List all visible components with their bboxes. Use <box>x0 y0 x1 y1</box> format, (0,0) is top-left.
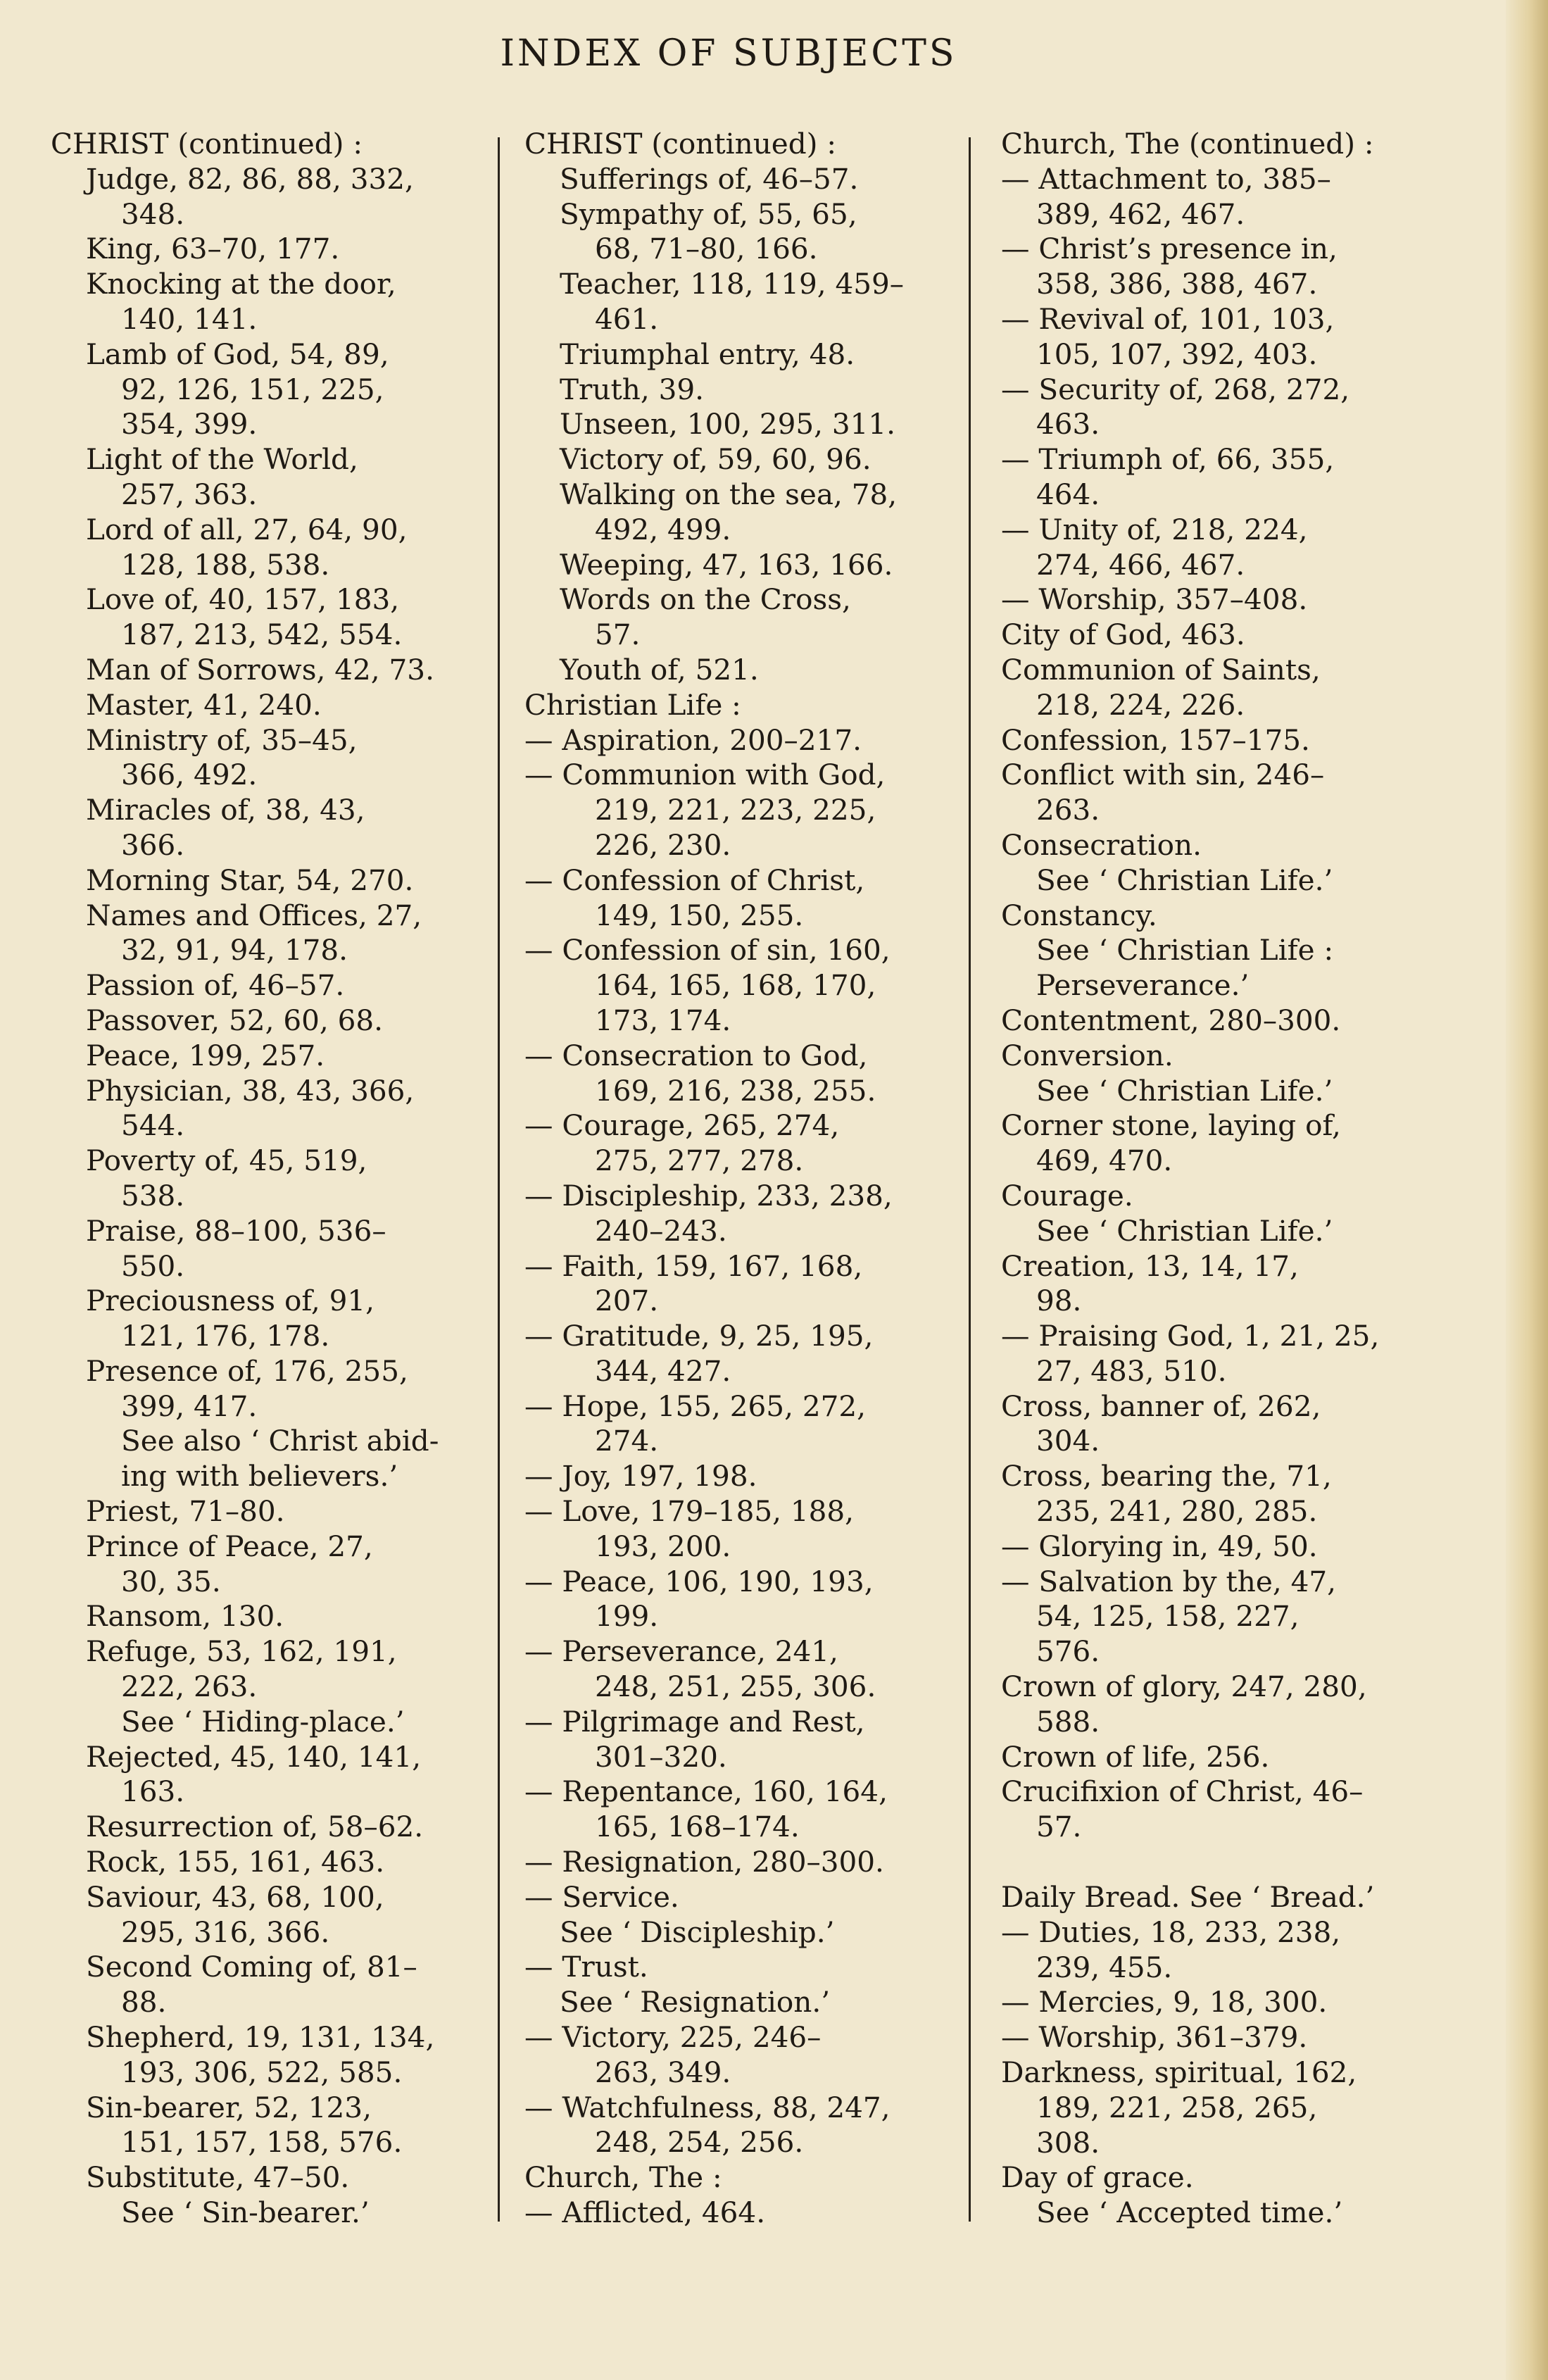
index-entry: See ‘ Resignation.’ <box>560 1985 831 2019</box>
index-entry: 354, 399. <box>121 407 258 441</box>
index-entry: — Courage, 265, 274, <box>524 1108 840 1143</box>
index-entry: 399, 417. <box>121 1389 258 1423</box>
index-entry: — Victory, 225, 246– <box>524 2020 822 2055</box>
index-entry: — Unity of, 218, 224, <box>1001 512 1308 546</box>
index-entry: Creation, 13, 14, 17, <box>1001 1248 1299 1283</box>
index-entry: Poverty of, 45, 519, <box>86 1144 367 1178</box>
index-entry: 366. <box>121 827 185 862</box>
index-entry: 92, 126, 151, 225, <box>121 372 384 406</box>
index-entry: 105, 107, 392, 403. <box>1036 337 1318 371</box>
index-entry: 274, 466, 467. <box>1036 547 1245 582</box>
index-entry: Names and Offices, 27, <box>86 898 422 932</box>
column-divider <box>498 137 500 2222</box>
index-entry: Cross, banner of, 262, <box>1001 1389 1321 1423</box>
index-entry: King, 63–70, 177. <box>86 232 340 266</box>
index-entry: — Faith, 159, 167, 168, <box>524 1248 863 1283</box>
index-entry: 219, 221, 223, 225, <box>595 793 876 827</box>
index-entry: Shepherd, 19, 131, 134, <box>86 2020 435 2055</box>
index-entry: 295, 316, 366. <box>121 1915 330 1949</box>
index-entry: — Communion with God, <box>524 758 886 792</box>
index-entry: Passover, 52, 60, 68. <box>86 1003 384 1037</box>
index-entry: Love of, 40, 157, 183, <box>86 582 400 617</box>
index-entry: — Gratitude, 9, 25, 195, <box>524 1319 874 1353</box>
index-entry: 274. <box>595 1424 659 1458</box>
index-entry: Peace, 199, 257. <box>86 1038 325 1072</box>
index-entry: 304. <box>1036 1424 1100 1458</box>
index-entry: Youth of, 521. <box>560 652 759 687</box>
index-entry: — Love, 179–185, 188, <box>524 1494 855 1529</box>
index-entry: Knocking at the door, <box>86 267 396 301</box>
index-entry: Darkness, spiritual, 162, <box>1001 2055 1357 2090</box>
index-entry: 199. <box>595 1599 659 1634</box>
index-entry: — Consecration to God, <box>524 1038 868 1072</box>
index-entry: — Confession of sin, 160, <box>524 933 891 967</box>
index-entry: Crown of life, 256. <box>1001 1739 1270 1774</box>
index-entry: — Perseverance, 241, <box>524 1634 838 1669</box>
index-entry: Preciousness of, 91, <box>86 1284 375 1318</box>
index-entry: Master, 41, 240. <box>86 687 322 722</box>
index-entry: 544. <box>121 1108 185 1143</box>
index-entry: 165, 168–174. <box>595 1810 800 1844</box>
index-entry: Corner stone, laying of, <box>1001 1108 1341 1143</box>
index-entry: CHRIST (continued) : <box>524 127 836 161</box>
index-entry: — Service. <box>524 1879 679 1914</box>
index-entry: Priest, 71–80. <box>86 1494 285 1529</box>
index-entry: — Worship, 361–379. <box>1001 2020 1308 2055</box>
index-entry: See ‘ Hiding-place.’ <box>121 1704 405 1739</box>
index-entry: — Mercies, 9, 18, 300. <box>1001 1985 1328 2019</box>
index-entry: Courage. <box>1001 1178 1133 1213</box>
index-entry: — Afflicted, 464. <box>524 2196 766 2230</box>
index-entry: 98. <box>1036 1284 1082 1318</box>
index-entry: Consecration. <box>1001 827 1202 862</box>
index-entry: — Attachment to, 385– <box>1001 161 1331 196</box>
column-divider <box>969 137 971 2222</box>
index-entry: 187, 213, 542, 554. <box>121 618 403 652</box>
index-entry: 235, 241, 280, 285. <box>1036 1494 1318 1529</box>
index-entry: — Pilgrimage and Rest, <box>524 1704 865 1739</box>
index-entry: Christian Life : <box>524 687 741 722</box>
index-entry: 248, 251, 255, 306. <box>595 1670 876 1704</box>
index-entry: — Triumph of, 66, 355, <box>1001 442 1335 477</box>
index-entry: — Praising God, 1, 21, 25, <box>1001 1319 1380 1353</box>
index-entry: Morning Star, 54, 270. <box>86 863 414 897</box>
index-entry: See ‘ Christian Life : <box>1036 933 1334 967</box>
index-entry: — Watchfulness, 88, 247, <box>524 2090 891 2124</box>
index-entry: Lamb of God, 54, 89, <box>86 337 389 371</box>
index-entry: Communion of Saints, <box>1001 652 1321 687</box>
index-entry: 149, 150, 255. <box>595 898 804 932</box>
index-entry: 248, 254, 256. <box>595 2125 804 2160</box>
index-entry: 358, 386, 388, 467. <box>1036 267 1318 301</box>
index-entry: 263, 349. <box>595 2055 731 2089</box>
index-entry: 257, 363. <box>121 477 258 511</box>
index-entry: Contentment, 280–300. <box>1001 1003 1341 1037</box>
index-entry: 301–320. <box>595 1739 727 1774</box>
index-entry: — Discipleship, 233, 238, <box>524 1178 893 1213</box>
index-entry: 464. <box>1036 477 1100 511</box>
index-entry: 240–243. <box>595 1213 727 1248</box>
index-entry: 308. <box>1036 2125 1100 2160</box>
index-entry: 27, 483, 510. <box>1036 1353 1227 1388</box>
index-entry: 151, 157, 158, 576. <box>121 2125 403 2160</box>
index-entry: Crucifixion of Christ, 46– <box>1001 1774 1364 1809</box>
index-entry: Constancy. <box>1001 898 1157 932</box>
index-entry: CHRIST (continued) : <box>51 127 363 161</box>
index-entry: 263. <box>1036 793 1100 827</box>
index-entry: — Repentance, 160, 164, <box>524 1774 888 1809</box>
index-entry: Ministry of, 35–45, <box>86 722 358 757</box>
index-entry: Prince of Peace, 27, <box>86 1529 373 1563</box>
index-entry: See ‘ Christian Life.’ <box>1036 1073 1333 1108</box>
index-entry: Second Coming of, 81– <box>86 1950 417 1984</box>
index-entry: — Confession of Christ, <box>524 863 865 897</box>
index-column-3 <box>1001 127 1409 2231</box>
index-entry: 193, 306, 522, 585. <box>121 2055 403 2089</box>
index-entry: 469, 470. <box>1036 1144 1173 1178</box>
index-entry: 173, 174. <box>595 1003 731 1037</box>
index-entry: See ‘ Christian Life.’ <box>1036 863 1333 897</box>
index-entry: 68, 71–80, 166. <box>595 232 818 266</box>
index-entry: 54, 125, 158, 227, <box>1036 1599 1300 1634</box>
index-entry: See also ‘ Christ abid- <box>121 1424 439 1458</box>
index-entry: Sin-bearer, 52, 123, <box>86 2090 372 2124</box>
index-entry: ing with believers.’ <box>121 1459 398 1493</box>
index-entry: 348. <box>121 196 185 231</box>
index-entry: See ‘ Christian Life.’ <box>1036 1213 1333 1248</box>
index-entry: — Revival of, 101, 103, <box>1001 301 1335 336</box>
index-column-1 <box>51 127 459 2231</box>
index-entry: 164, 165, 168, 170, <box>595 968 876 1003</box>
index-entry: 222, 263. <box>121 1670 258 1704</box>
index-entry: 189, 221, 258, 265, <box>1036 2090 1318 2124</box>
index-entry: City of God, 463. <box>1001 618 1245 652</box>
index-entry: Rejected, 45, 140, 141, <box>86 1739 422 1774</box>
index-entry: Physician, 38, 43, 366, <box>86 1073 415 1108</box>
index-entry: — Resignation, 280–300. <box>524 1845 884 1879</box>
index-entry: Judge, 82, 86, 88, 332, <box>86 161 414 196</box>
index-entry: 88. <box>121 1985 167 2019</box>
index-entry: Sufferings of, 46–57. <box>560 161 859 196</box>
index-entry: Confession, 157–175. <box>1001 722 1310 757</box>
index-entry: 121, 176, 178. <box>121 1319 330 1353</box>
index-entry: Truth, 39. <box>560 372 704 406</box>
index-entry: Light of the World, <box>86 442 358 477</box>
index-entry: Church, The : <box>524 2160 722 2195</box>
index-entry: Cross, bearing the, 71, <box>1001 1459 1332 1493</box>
index-entry: 344, 427. <box>595 1353 731 1388</box>
index-entry: Substitute, 47–50. <box>86 2160 350 2195</box>
index-entry: 128, 188, 538. <box>121 547 330 582</box>
index-entry: — Hope, 155, 265, 272, <box>524 1389 866 1423</box>
index-entry: Saviour, 43, 68, 100, <box>86 1879 384 1914</box>
index-entry: Lord of all, 27, 64, 90, <box>86 512 408 546</box>
index-entry: — Christ’s presence in, <box>1001 232 1338 266</box>
index-entry: Ransom, 130. <box>86 1599 284 1634</box>
page-edge <box>1506 0 1548 2380</box>
index-entry: Conflict with sin, 246– <box>1001 758 1325 792</box>
index-entry: — Trust. <box>524 1950 648 1984</box>
index-entry: 275, 277, 278. <box>595 1144 804 1178</box>
index-entry: 30, 35. <box>121 1564 221 1598</box>
index-entry: — Salvation by the, 47, <box>1001 1564 1336 1598</box>
index-entry: Daily Bread. See ‘ Bread.’ <box>1001 1880 1375 1915</box>
index-entry: Weeping, 47, 163, 166. <box>560 547 893 582</box>
index-entry: Presence of, 176, 255, <box>86 1353 408 1388</box>
index-entry: — Peace, 106, 190, 193, <box>524 1564 874 1598</box>
index-entry: 163. <box>121 1774 185 1809</box>
index-entry: — Joy, 197, 198. <box>524 1459 757 1493</box>
index-entry: 193, 200. <box>595 1529 731 1563</box>
index-entry: Day of grace. <box>1001 2160 1194 2195</box>
index-entry: — Glorying in, 49, 50. <box>1001 1529 1318 1563</box>
index-entry: 366, 492. <box>121 758 258 792</box>
index-entry: Victory of, 59, 60, 96. <box>560 442 871 477</box>
page-title: INDEX OF SUBJECTS <box>500 32 957 75</box>
index-entry: See ‘ Discipleship.’ <box>560 1915 835 1949</box>
index-entry: See ‘ Accepted time.’ <box>1036 2196 1343 2230</box>
index-entry: Resurrection of, 58–62. <box>86 1810 424 1844</box>
index-entry: 588. <box>1036 1704 1100 1739</box>
index-entry: Words on the Cross, <box>560 582 851 617</box>
index-entry: Man of Sorrows, 42, 73. <box>86 652 434 687</box>
index-entry <box>1001 1845 1409 1880</box>
index-entry: 239, 455. <box>1036 1950 1173 1984</box>
index-entry: — Worship, 357–408. <box>1001 582 1308 617</box>
index-entry: — Aspiration, 200–217. <box>524 722 862 757</box>
index-entry: Walking on the sea, 78, <box>560 477 898 511</box>
index-entry: Perseverance.’ <box>1036 968 1250 1003</box>
index-entry: Conversion. <box>1001 1038 1173 1072</box>
index-entry: 140, 141. <box>121 301 258 336</box>
index-entry: Passion of, 46–57. <box>86 968 345 1003</box>
index-entry: Church, The (continued) : <box>1001 127 1374 161</box>
index-entry: Refuge, 53, 162, 191, <box>86 1634 397 1669</box>
index-entry: 32, 91, 94, 178. <box>121 933 348 967</box>
index-entry: 492, 499. <box>595 512 731 546</box>
index-entry: Crown of glory, 247, 280, <box>1001 1670 1367 1704</box>
index-entry: Triumphal entry, 48. <box>560 337 855 371</box>
index-entry: 226, 230. <box>595 827 731 862</box>
index-entry: Miracles of, 38, 43, <box>86 793 365 827</box>
index-entry: Praise, 88–100, 536– <box>86 1213 386 1248</box>
index-entry: 207. <box>595 1284 659 1318</box>
index-entry: 57. <box>595 618 641 652</box>
index-entry: — Security of, 268, 272, <box>1001 372 1350 406</box>
index-entry: 538. <box>121 1178 185 1213</box>
index-entry: See ‘ Sin-bearer.’ <box>121 2196 370 2230</box>
index-entry: 550. <box>121 1248 185 1283</box>
index-entry: 389, 462, 467. <box>1036 196 1245 231</box>
index-entry: 57. <box>1036 1810 1082 1844</box>
index-entry: 169, 216, 238, 255. <box>595 1073 876 1108</box>
index-column-2 <box>524 127 933 2231</box>
index-entry: 576. <box>1036 1634 1100 1669</box>
index-entry: Teacher, 118, 119, 459– <box>560 267 905 301</box>
index-entry: Rock, 155, 161, 463. <box>86 1845 385 1879</box>
index-entry: 218, 224, 226. <box>1036 687 1245 722</box>
index-entry: 463. <box>1036 407 1100 441</box>
index-entry: Unseen, 100, 295, 311. <box>560 407 896 441</box>
index-entry: — Duties, 18, 233, 238, <box>1001 1915 1341 1949</box>
index-entry: 461. <box>595 301 659 336</box>
index-entry: Sympathy of, 55, 65, <box>560 196 857 231</box>
